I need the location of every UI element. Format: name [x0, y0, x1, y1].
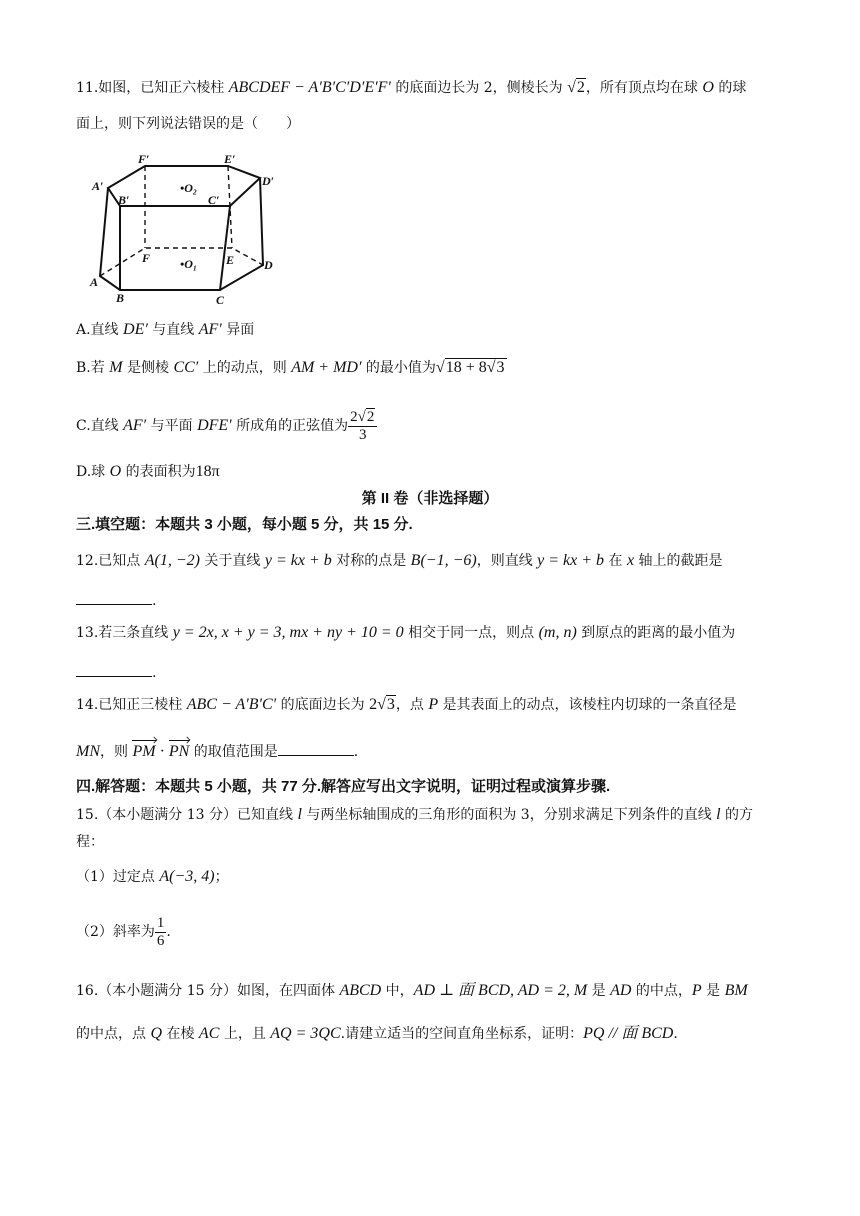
q-text: ，则 — [100, 744, 133, 760]
vector-PN: PN — [168, 743, 190, 760]
q11-line2: 面上，则下列说法错误的是（ ） — [76, 116, 300, 132]
point-Q: Q — [150, 1025, 163, 1042]
q11-prism: ABCDEF − A′B′C′D′E′F′ — [228, 79, 391, 96]
section-title: 第 II 卷（非选择题） — [361, 490, 499, 507]
numerator: 1 — [156, 914, 165, 931]
q-text: 的取值范围是 — [189, 744, 278, 760]
q-text: 的底面边长为 — [276, 697, 370, 713]
part4-title: 四.解答题：本题共 5 小题，共 77 分.解答应写出文字说明，证明过程或演算步骤. — [76, 778, 611, 795]
q-text: 是 — [701, 983, 725, 999]
period: . — [152, 665, 157, 681]
q13-answer-line — [76, 662, 800, 683]
q12-answer-line — [76, 590, 800, 611]
label-F-prime: F′ — [138, 152, 150, 166]
q-text: 在 — [604, 553, 627, 569]
point-P: P — [428, 696, 439, 713]
condition: AD ⊥ 面 BCD, AD = 2, M — [413, 982, 588, 999]
q-text: ，点 — [395, 697, 429, 713]
diameter-MN: MN — [76, 743, 100, 760]
q11-text: 的球 — [713, 80, 747, 96]
period: . — [152, 593, 157, 609]
label-D-prime: D′ — [262, 174, 275, 188]
label-O2: •O₂ — [180, 181, 198, 195]
opt-text: B.若 — [76, 360, 110, 376]
expr-AM-MD: AM + MD′ — [291, 359, 362, 376]
q-text: 的中点，点 — [76, 1026, 151, 1042]
q-text: 15.（本小题满分 13 分）已知直线 — [76, 807, 298, 823]
inner-radicand: 3 — [496, 359, 505, 376]
sqrt-two: √2 — [567, 79, 585, 96]
q11-option-b — [76, 358, 800, 378]
denominator: 6 — [156, 932, 165, 949]
opt-text: 是侧棱 — [122, 360, 174, 376]
q-text: （2）斜率为 — [76, 924, 155, 940]
answer-blank[interactable] — [76, 662, 152, 677]
period: . — [353, 744, 359, 760]
surface-area-value: 18π — [195, 463, 220, 480]
q15-line1 — [76, 805, 800, 825]
q12-line1 — [76, 551, 800, 571]
q-text: 在棱 — [162, 1026, 199, 1042]
point-B: B(−1, −6) — [410, 552, 477, 569]
num-radicand: 2 — [366, 408, 375, 425]
q-text: （1）过定点 — [76, 869, 160, 885]
q-text: 与两坐标轴围成的三角形的面积为 3，分别求满足下列条件的直线 — [301, 807, 717, 823]
radicand: 3 — [386, 696, 395, 713]
line-eq: y = kx + b — [537, 552, 605, 569]
point-M: M — [109, 359, 123, 376]
q15-part1 — [76, 867, 800, 887]
q11-text: ，所有顶点均在球 — [585, 80, 703, 96]
label-D: D — [264, 258, 273, 272]
q16-line1 — [76, 981, 800, 1001]
label-C: C — [216, 293, 225, 307]
answer-blank[interactable] — [278, 741, 354, 756]
q11-option-d — [76, 462, 800, 482]
line-eq: y = kx + b — [264, 552, 332, 569]
line-DE-prime: DE′ — [123, 321, 148, 338]
slope-fraction — [155, 915, 167, 950]
label-E-prime: E′ — [224, 152, 236, 166]
q-text: .请建立适当的空间直角坐标系，证明： — [340, 1026, 584, 1042]
relation: AQ = 3QC — [270, 1025, 341, 1042]
num-coef: 2 — [350, 408, 358, 425]
line-l: l — [297, 806, 302, 823]
q-text: 是 — [587, 983, 611, 999]
min-value-radical: √18 + 8√3 — [435, 359, 505, 376]
opt-text: D.球 — [76, 464, 110, 480]
q13-line1 — [76, 623, 800, 643]
label-A-prime: A′ — [92, 179, 104, 193]
dot-op: · — [155, 743, 169, 760]
q14-line1 — [76, 695, 800, 715]
point-A: A(−3, 4) — [159, 868, 215, 885]
label-O1: •O₁ — [180, 257, 198, 271]
opt-text: 的表面积为 — [121, 464, 196, 480]
point-P: P — [691, 982, 702, 999]
label-B: B — [116, 291, 125, 305]
opt-text: 与平面 — [146, 418, 198, 434]
period: . — [673, 1026, 678, 1042]
opt-text: 异面 — [221, 322, 255, 338]
q-text: 14.已知正三棱柱 — [76, 697, 187, 713]
opt-text: 所成角的正弦值为 — [231, 418, 349, 434]
var-x: x — [626, 552, 635, 569]
line-AF-prime: AF′ — [123, 417, 147, 434]
hexagonal-prism-figure — [80, 148, 290, 308]
opt-text: 与直线 — [147, 322, 199, 338]
answer-blank[interactable] — [76, 590, 152, 605]
lines-eq: y = 2x, x + y = 3, mx + ny + 10 = 0 — [172, 624, 404, 641]
edge-CC-prime: CC′ — [173, 359, 199, 376]
q-text: 相交于同一点，则点 — [403, 625, 539, 641]
label-C-prime: C′ — [208, 193, 220, 207]
q11-sphere-O: O — [702, 79, 714, 96]
q11-text: 11.如图，已知正六棱柱 — [76, 80, 229, 96]
q11-option-c — [76, 404, 800, 448]
label-F: F — [142, 251, 151, 265]
q11-text: 的底面边长为 2，侧棱长为 — [390, 80, 568, 96]
prism: ABC − A′B′C′ — [186, 696, 277, 713]
plane-DFE-prime: DFE′ — [197, 417, 232, 434]
radicand-part: 18 + 8 — [445, 359, 487, 376]
q-text: 的中点， — [631, 983, 692, 999]
side-length: 2√3 — [369, 696, 395, 713]
period: . — [166, 924, 171, 940]
q-text: 到原点的距离的最小值为 — [576, 625, 736, 641]
q-text: 轴上的截距是 — [634, 553, 723, 569]
q15-part2 — [76, 910, 800, 954]
label-E: E — [226, 253, 235, 267]
q-text: 中， — [381, 983, 414, 999]
q11-line1 — [76, 78, 800, 98]
part3-title: 三.填空题：本题共 3 小题，每小题 5 分，共 15 分. — [76, 516, 413, 533]
point-A: A(1, −2) — [144, 552, 200, 569]
q14-line2 — [76, 741, 800, 762]
opt-text: 的最小值为 — [361, 360, 436, 376]
q15-line2: 程： — [76, 834, 104, 850]
q-text: 16.（本小题满分 15 分）如图，在四面体 — [76, 983, 340, 999]
q-text: ； — [214, 869, 229, 885]
segment-AD: AD — [610, 982, 632, 999]
opt-text: 上的动点，则 — [198, 360, 292, 376]
line-AF-prime: AF′ — [198, 321, 222, 338]
sphere-O: O — [109, 463, 122, 480]
segment-BM: BM — [724, 982, 748, 999]
q11-option-a — [76, 320, 800, 340]
q-text: 关于直线 — [199, 553, 265, 569]
label-A: A — [90, 275, 99, 289]
q-text: 的方 — [720, 807, 754, 823]
q-text: 是其表面上的动点，该棱柱内切球的一条直径是 — [438, 697, 737, 713]
q16-line2 — [76, 1024, 800, 1044]
label-B-prime: B′ — [118, 193, 130, 207]
q-text: 对称的点是 — [331, 553, 411, 569]
conclusion: PQ // 面 BCD — [583, 1025, 674, 1042]
q-text: ，则直线 — [476, 553, 538, 569]
vector-PM: PM — [132, 743, 156, 760]
denominator: 3 — [359, 426, 367, 443]
point-mn: (m, n) — [538, 624, 577, 641]
q-text: 13.若三条直线 — [76, 625, 173, 641]
tetrahedron: ABCD — [339, 982, 382, 999]
q-text: 上，且 — [219, 1026, 271, 1042]
sine-fraction: $\frac{2√2}{3}$ — [348, 409, 377, 444]
line-l: l — [716, 806, 721, 823]
opt-text: C.直线 — [76, 418, 124, 434]
edge-AC: AC — [198, 1025, 220, 1042]
coef: 2 — [369, 696, 378, 713]
q-text: 12.已知点 — [76, 553, 145, 569]
opt-text: A.直线 — [76, 322, 124, 338]
